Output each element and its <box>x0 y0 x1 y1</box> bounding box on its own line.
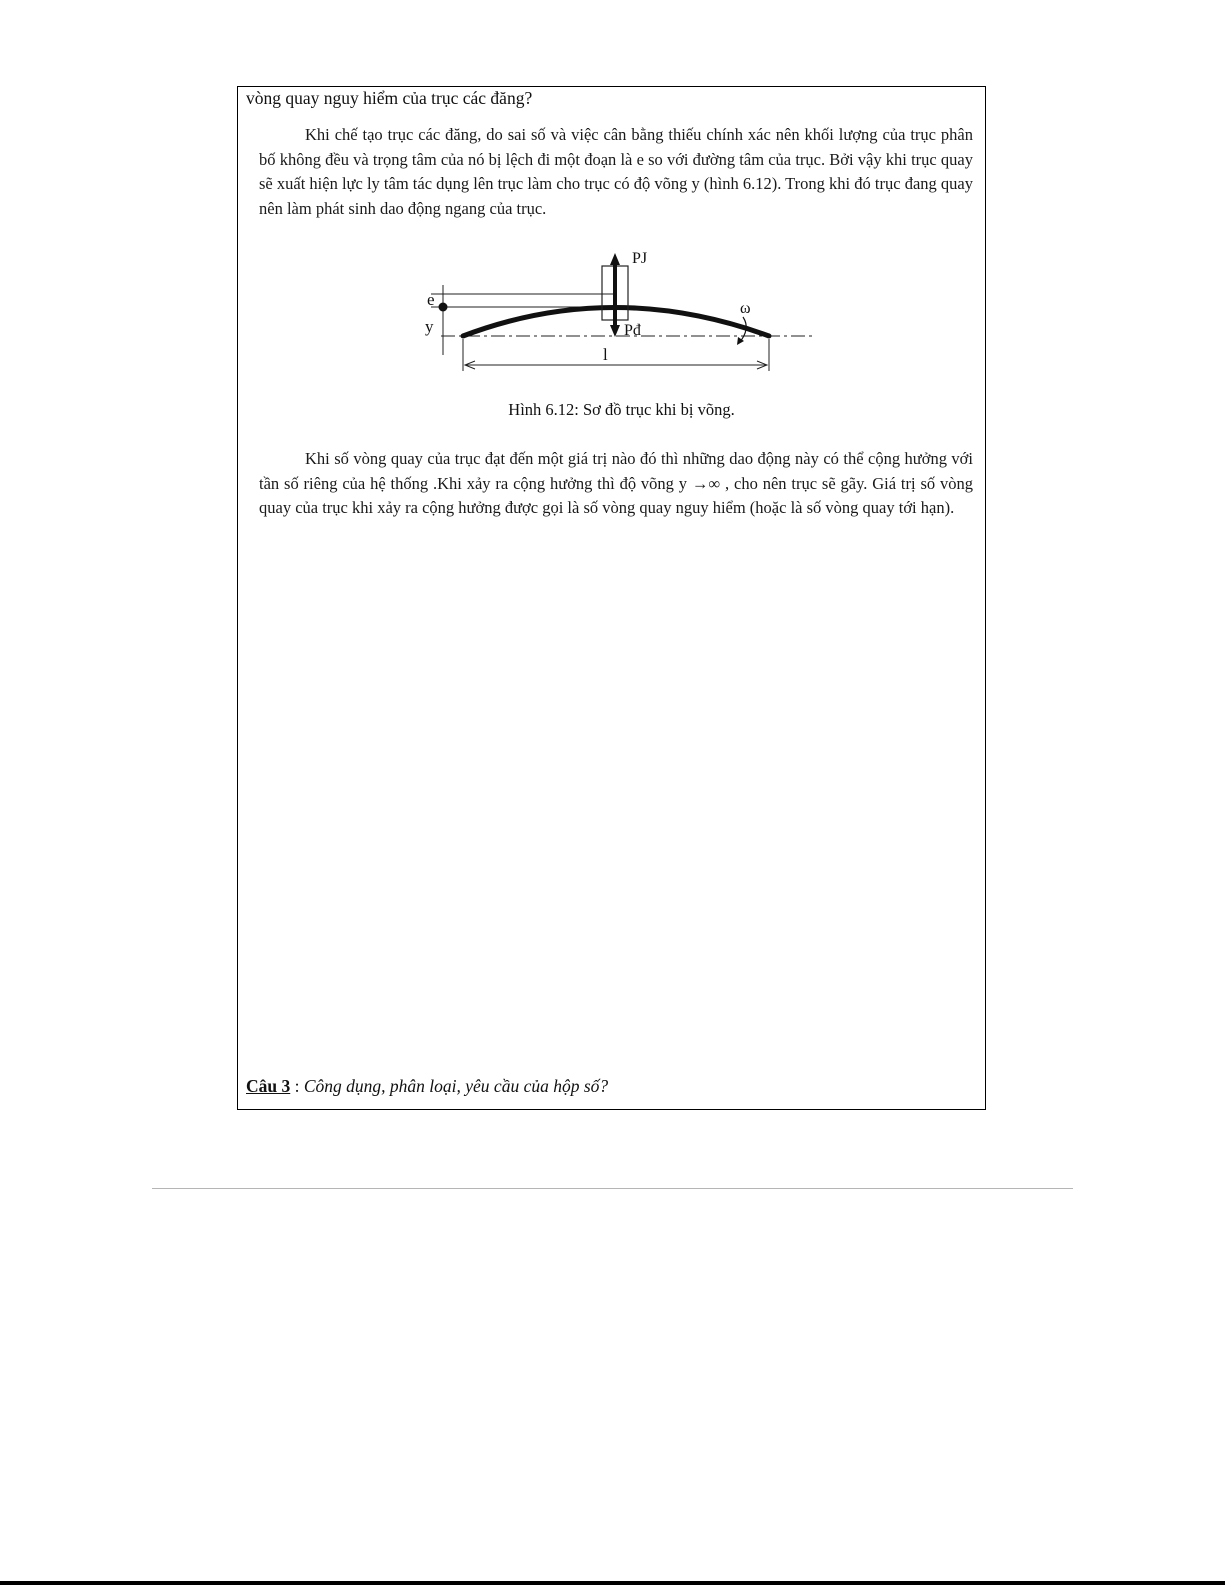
page-separator <box>152 1188 1073 1189</box>
shaft-diagram <box>413 247 833 377</box>
right-support <box>767 334 772 339</box>
question-3-text: Công dụng, phân loại, yêu cầu của hộp số? <box>303 1076 609 1096</box>
question-3 <box>246 1075 608 1097</box>
pj-label: PJ <box>632 250 648 267</box>
left-support <box>461 334 466 339</box>
pj-arrowhead <box>610 253 620 265</box>
paragraph-1: Khi chế tạo trục các đăng, do sai số và việc cân bằng thiếu chính xác nên khối lượng của trục phân bố không đều và trọng tâm của nó bị lệch đi một đoạn là e so với đường tâm của trục. Bởi vậy khi trục quay sẽ xuất hiện lực ly tâm tác dụng lên trục làm cho trục có độ võng y (hình 6.12). Trong khi đó trục đang quay nên làm phát sinh dao động ngang của trục. <box>259 125 973 218</box>
paragraph-2: Khi số vòng quay của trục đạt đến một giá trị nào đó thì những dao động này có thể cộng hưởng với tần số riêng của hệ thống .Khi xảy ra cộng hưởng thì độ võng y →∞ , cho nên trục sẽ gãy. Giá trị số vòng quay của trục khi xảy ra cộng hưởng được gọi là số vòng quay nguy hiểm (hoặc là số vòng quay tới hạn). <box>259 449 973 517</box>
figure-caption: Hình 6.12: Sơ đồ trục khi bị võng. <box>508 400 735 419</box>
y-label: y <box>425 317 434 336</box>
length-label: l <box>603 345 608 364</box>
pd-label: Pđ <box>624 322 641 339</box>
document-frame <box>237 86 986 1110</box>
bottom-edge-bar <box>0 1581 1225 1585</box>
pd-arrowhead <box>610 325 620 337</box>
shaft-deflection-figure <box>413 247 833 377</box>
omega-label: ω <box>740 300 751 317</box>
centroid-dot <box>439 303 448 312</box>
question-tail: vòng quay nguy hiểm của trục các đăng? <box>246 88 533 108</box>
e-label: e <box>427 290 435 309</box>
question-3-separator: : <box>290 1076 304 1096</box>
question-3-label: Câu 3 <box>246 1076 291 1096</box>
